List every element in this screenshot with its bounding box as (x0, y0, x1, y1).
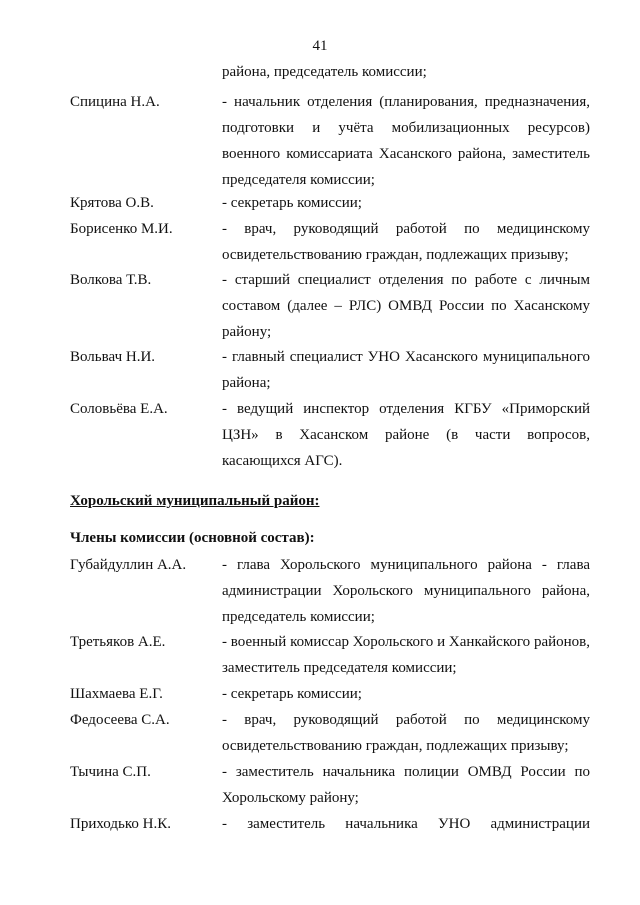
member-name: Федосеева С.А. (70, 712, 170, 728)
member-name: Борисенко М.И. (70, 221, 173, 237)
member-role: - врач, руководящий работой по медицинскому освидетельствованию граждан, подлежащих призыву; (222, 221, 590, 263)
member-entry (70, 219, 590, 268)
member-name: Соловьёва Е.А. (70, 401, 168, 417)
member-role: - секретарь комиссии; (222, 195, 362, 211)
member-name: Губайдуллин А.А. (70, 557, 187, 573)
member-role: - военный комиссар Хорольского и Ханкайского районов, заместитель председателя комиссии; (222, 634, 590, 676)
page-number: 41 (312, 38, 328, 54)
member-name: Вольвач Н.И. (70, 349, 156, 365)
member-name: Волкова Т.В. (70, 272, 152, 288)
member-role: - ведущий инспектор отделения КГБУ «Приморский ЦЗН» в Хасанском районе (в части вопросов, касающихся АГС). (222, 401, 590, 469)
member-name: Крятова О.В. (70, 195, 154, 211)
member-entry (70, 710, 590, 759)
member-entry (70, 270, 590, 345)
subsection-title: Члены комиссии (основной состав): (70, 530, 315, 546)
member-entry (70, 555, 590, 630)
member-role: - главный специалист УНО Хасанского муниципального района; (222, 349, 590, 391)
member-entry (70, 632, 590, 681)
member-entry (70, 347, 590, 396)
member-name: Тычина С.П. (70, 764, 151, 780)
member-role: - старший специалист отделения по работе с личным составом (далее – РЛС) ОМВД России по Хасанскому району; (222, 272, 590, 340)
member-entry (70, 814, 590, 837)
member-entry (70, 399, 590, 474)
section-title: Хорольский муниципальный район: (70, 493, 320, 509)
member-entry (70, 762, 590, 811)
member-entry (70, 193, 590, 216)
member-role: - заместитель начальника УНО администрации (222, 816, 590, 832)
member-role: - заместитель начальника полиции ОМВД России по Хорольскому району; (222, 764, 590, 806)
member-name: Спицина Н.А. (70, 94, 160, 110)
continuation-text: района, председатель комиссии; (222, 64, 427, 80)
member-name: Шахмаева Е.Г. (70, 686, 163, 702)
member-role: - начальник отделения (планирования, предназначения, подготовки и учёта мобилизационных ресурсов) военного комиссариата Хасанского района, заместитель председателя комиссии; (222, 94, 590, 188)
member-role: - секретарь комиссии; (222, 686, 362, 702)
member-entry (70, 684, 590, 707)
member-entry (70, 92, 590, 193)
member-name: Приходько Н.К. (70, 816, 171, 832)
member-name: Третьяков А.Е. (70, 634, 166, 650)
member-role: - глава Хорольского муниципального района - глава администрации Хорольского муниципального района, председатель комиссии; (222, 557, 590, 625)
member-role: - врач, руководящий работой по медицинскому освидетельствованию граждан, подлежащих призыву; (222, 712, 590, 754)
